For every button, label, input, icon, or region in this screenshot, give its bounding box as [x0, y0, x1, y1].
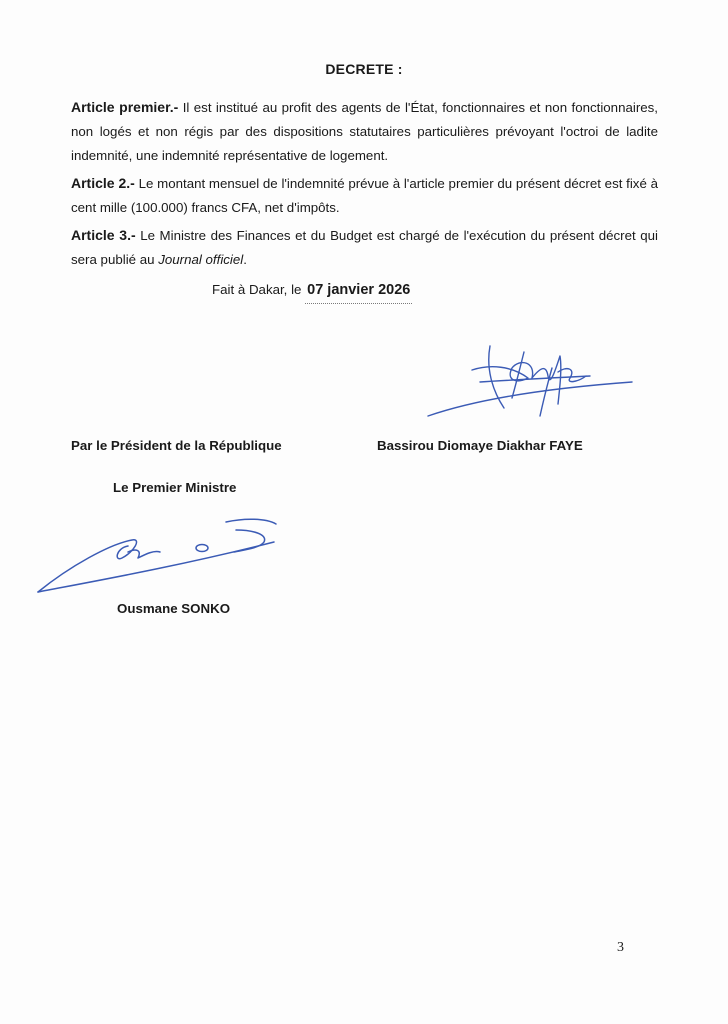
page-number: 3 [617, 940, 624, 955]
article-text: Le montant mensuel de l'indemnité prévue à l'article premier du présent décret est fixé à cent mille (100.000) francs CFA, net d'impôts. [71, 176, 658, 215]
article-text: Le Ministre des Finances et du Budget est chargé de l'exécution du présent décret qui sera publié au [71, 228, 658, 267]
article-premier [71, 95, 658, 168]
decree-heading: DECRETE : [325, 61, 403, 77]
article-text-end: . [243, 252, 247, 267]
place-date-line [212, 278, 412, 304]
president-signature-icon [420, 338, 640, 428]
journal-officiel: Journal officiel [158, 252, 244, 267]
signing-date: 07 janvier 2026 [305, 278, 412, 304]
article-text: Il est institué au profit des agents de l'État, fonctionnaires et non fonctionnaires, non logés et non régis par des dispositions statutaires particulières prévoyant l'octroi de ladite indemnité, une indemnité représentative de logement. [71, 100, 658, 163]
prime-minister-title: Le Premier Ministre [113, 480, 237, 495]
article-lead: Article 2.- [71, 175, 135, 191]
article-2 [71, 171, 658, 220]
article-lead: Article premier.- [71, 99, 179, 115]
article-lead: Article 3.- [71, 227, 136, 243]
prime-minister-name: Ousmane SONKO [117, 601, 231, 616]
president-label: Par le Président de la République [71, 438, 282, 453]
place-prefix: Fait à Dakar, le [212, 282, 302, 297]
article-3 [71, 223, 658, 272]
prime-minister-signature-icon [30, 508, 290, 598]
president-name: Bassirou Diomaye Diakhar FAYE [377, 438, 583, 453]
